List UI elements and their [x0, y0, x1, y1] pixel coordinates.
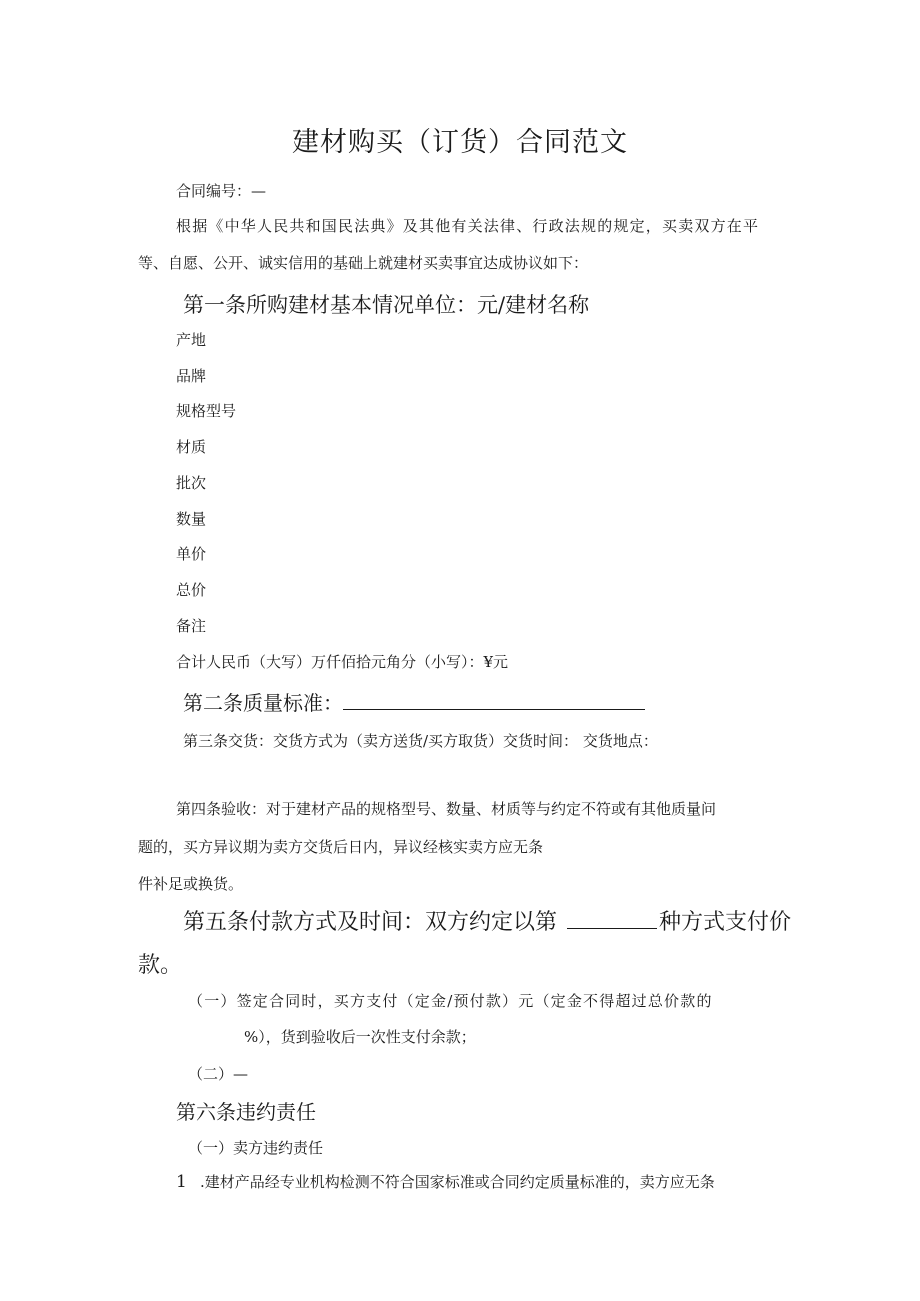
article-1-heading: 第一条所购建材基本情况单位：元/建材名称: [183, 293, 590, 317]
quality-standard-blank: [343, 689, 645, 710]
item-quantity: 数量: [176, 510, 207, 528]
point-text: .建材产品经专业机构检测不符合国家标准或合同约定质量标准的，卖方应无条: [200, 1173, 715, 1191]
item-material: 材质: [176, 438, 207, 456]
article-3-text: 第三条交货：交货方式为（卖方送货/买方取货）交货时间： 交货地点：: [183, 732, 658, 750]
item-remark: 备注: [176, 617, 207, 635]
seller-liability-point-1: [176, 1171, 715, 1192]
article-2-heading: 第二条质量标准：: [183, 691, 343, 715]
intro-line-2: 等、自愿、公开、诚实信用的基础上就建材买卖事宜达成协议如下：: [138, 254, 589, 272]
article-6-heading: 第六条违约责任: [176, 1100, 316, 1124]
total-amount-line: 合计人民币（大写）万仟佰拾元角分（小写）：¥元: [176, 653, 509, 671]
item-total-price: 总价: [176, 581, 207, 599]
payment-item-1-line-2: %），货到验收后一次性支付余款；: [244, 1028, 476, 1046]
payment-method-blank: [567, 906, 657, 929]
article-4-line-3: 件补足或换货。: [138, 875, 244, 893]
item-origin: 产地: [176, 331, 207, 349]
seller-liability-heading: （一）卖方违约责任: [188, 1139, 324, 1157]
article-4-line-1: 第四条验收：对于建材产品的规格型号、数量、材质等与约定不符或有其他质量问: [176, 800, 717, 818]
article-5-line-2: 款。: [138, 953, 183, 978]
article-5-heading-tail: 种方式支付价: [659, 910, 792, 935]
payment-item-1-line-1: （一）签定合同时，买方支付（定金/预付款）元（定金不得超过总价款的: [188, 992, 713, 1010]
article-2-line: [183, 687, 645, 716]
item-spec: 规格型号: [176, 402, 237, 420]
article-4-line-2: 题的，买方异议期为卖方交货后日内，异议经核实卖方应无条: [138, 838, 544, 856]
page-title: 建材购买（订货）合同范文: [292, 127, 628, 158]
payment-item-2: （二）—: [188, 1065, 249, 1083]
contract-number: 合同编号：—: [176, 182, 267, 200]
intro-line-1: 根据《中华人民共和国民法典》及其他有关法律、行政法规的规定，买卖双方在平: [176, 217, 760, 235]
article-5-heading: 第五条付款方式及时间：双方约定以第: [183, 910, 558, 935]
article-5-line-1: [183, 905, 791, 936]
point-number: 1: [176, 1172, 187, 1192]
item-brand: 品牌: [176, 367, 207, 385]
item-batch: 批次: [176, 474, 207, 492]
item-unit-price: 单价: [176, 545, 207, 563]
